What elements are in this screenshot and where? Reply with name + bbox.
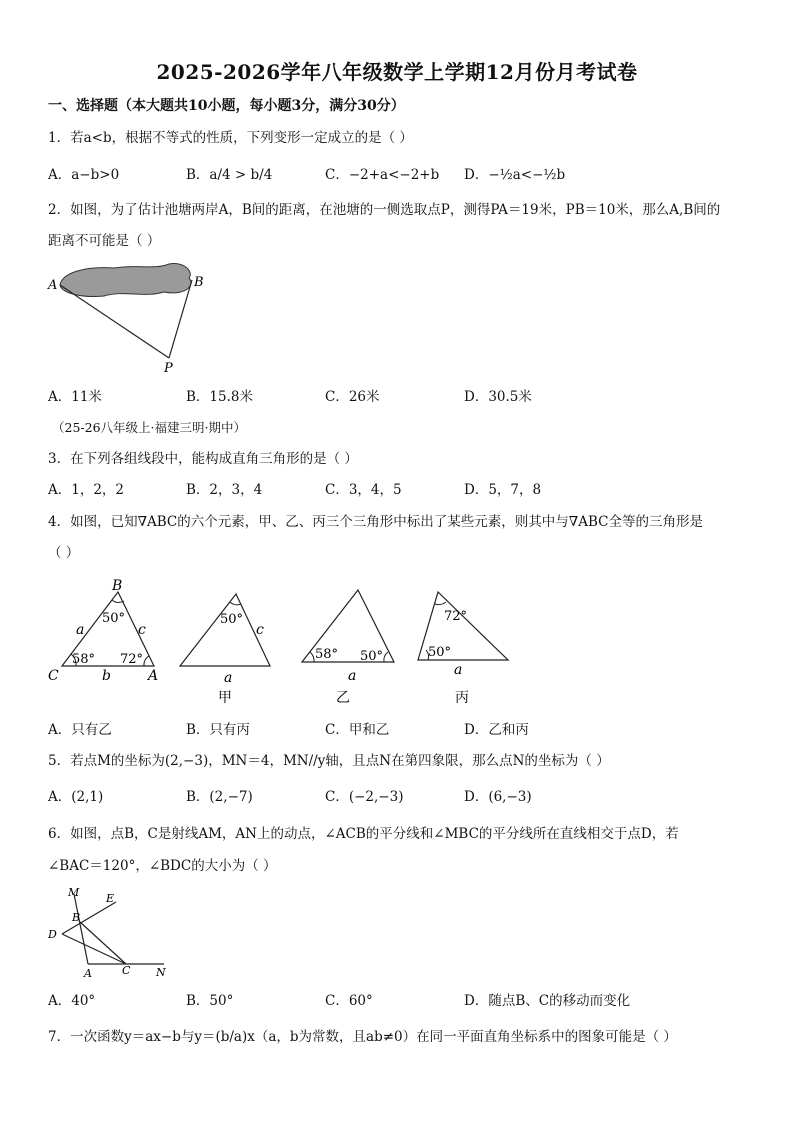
question-4-stem-line2: （ ） xyxy=(48,545,80,561)
point-a-label: A xyxy=(48,278,58,293)
triangle-abc-vertex-b: B xyxy=(112,578,123,594)
question-2-option-a: A．11米 xyxy=(48,389,102,405)
question-4-stem-line1: 4．如图，已知∇ABC的六个元素，甲、乙、丙三个三角形中标出了某些元素，则其中与∇ABC全等的三角形是 xyxy=(48,514,703,530)
triangle-yi-side-a: a xyxy=(348,668,357,684)
point-b-label: B xyxy=(194,275,204,290)
triangle-abc-side-b: b xyxy=(102,668,111,684)
label-d: D xyxy=(48,928,57,941)
question-1-stem: 1．若a<b，根据不等式的性质，下列变形一定成立的是（ ） xyxy=(48,130,413,146)
question-1-option-c: C．−2+a<−2+b xyxy=(325,167,440,183)
question-3-option-a: A．1，2，2 xyxy=(48,482,125,498)
triangle-jia-side-a: a xyxy=(224,670,233,686)
line-dbe xyxy=(62,902,116,934)
question-2-option-c: C．26米 xyxy=(325,389,380,405)
question-2-stem-line2: 距离不可能是（ ） xyxy=(48,233,161,249)
question-3-option-b: B．2，3，4 xyxy=(186,482,263,498)
question-6-option-a: A．40° xyxy=(48,993,96,1009)
triangle-jia-name: 甲 xyxy=(218,690,232,706)
question-6-option-b: B．50° xyxy=(186,993,234,1009)
label-n: N xyxy=(156,966,166,979)
question-3-option-d: D．5，7，8 xyxy=(464,482,542,498)
segment-dc xyxy=(62,934,126,964)
triangle-abc xyxy=(48,578,158,684)
triangle-bing-name: 丙 xyxy=(455,690,469,706)
triangle-abc-angle-b: 50° xyxy=(102,611,126,626)
triangle-abc-side-a: a xyxy=(76,622,85,638)
question-3-stem: 3．在下列各组线段中，能构成直角三角形的是（ ） xyxy=(48,451,358,467)
triangle-yi-angle-right: 50° xyxy=(360,649,384,664)
pond-shape xyxy=(60,263,191,296)
question-5-stem: 5．若点M的坐标为(2,−3)，MN＝4，MN//y轴，且点N在第四象限，那么点N的坐标为（ ） xyxy=(48,753,610,769)
label-c: C xyxy=(122,964,131,977)
question-4-option-c: C．甲和乙 xyxy=(325,722,390,738)
page-title: 2025-2026学年八年级数学上学期12月份月考试卷 xyxy=(156,60,638,84)
question-2-stem-line1: 2．如图，为了估计池塘两岸A，B间的距离，在池塘的一侧选取点P，测得PA＝19米，PB＝10米，那么A,B间的 xyxy=(48,202,721,218)
triangle-abc-side-c: c xyxy=(138,622,146,638)
question-2-option-b: B．15.8米 xyxy=(186,389,253,405)
label-m: M xyxy=(68,886,80,899)
question-4-option-b: B．只有丙 xyxy=(186,722,250,738)
question-4-option-a: A．只有乙 xyxy=(48,722,112,738)
question-2-option-d: D．30.5米 xyxy=(464,389,532,405)
triangle-yi xyxy=(302,590,394,706)
triangle-abc-angle-c: 58° xyxy=(72,652,96,667)
question-7-stem: 7．一次函数y＝ax−b与y＝(b/a)x（a，b为常数，且ab≠0）在同一平面直角坐标系中的图象可能是（ ） xyxy=(48,1029,677,1045)
ray-am xyxy=(74,894,88,964)
label-a: A xyxy=(84,967,92,979)
question-5-option-a: A．(2,1) xyxy=(48,789,104,805)
question-6-option-d: D．随点B、C的移动而变化 xyxy=(464,993,631,1009)
label-e: E xyxy=(106,892,115,905)
section-heading: 一、选择题（本大题共10小题，每小题3分，满分30分） xyxy=(48,98,405,114)
triangle-yi-name: 乙 xyxy=(336,690,350,706)
triangle-bing-side-a: a xyxy=(454,662,463,678)
question-6-option-c: C．60° xyxy=(325,993,373,1009)
triangle-jia xyxy=(180,594,270,706)
question-source: （25-26八年级上·福建三明·期中） xyxy=(52,420,246,435)
question-3-option-c: C．3，4，5 xyxy=(325,482,402,498)
triangle-abc-vertex-c: C xyxy=(48,668,59,684)
question-6-stem-line1: 6．如图，点B，C是射线AM，AN上的动点，∠ACB的平分线和∠MBC的平分线所在直线相交于点D，若 xyxy=(48,826,679,842)
question-5-option-c: C．(−2,−3) xyxy=(325,789,404,805)
question-5-option-b: B．(2,−7) xyxy=(186,789,253,805)
triangle-bing-angle-top: 72° xyxy=(444,609,468,624)
question-1-option-a: A．a−b>0 xyxy=(48,167,120,183)
triangle-jia-side-c: c xyxy=(256,622,264,638)
question-5-option-d: D．(6,−3) xyxy=(464,789,532,805)
triangle-abc-vertex-a: A xyxy=(148,668,159,684)
triangle-jia-angle: 50° xyxy=(220,612,244,627)
triangle-bing-angle-left: 50° xyxy=(428,645,452,660)
point-p-label: P xyxy=(164,361,173,376)
segment-pa xyxy=(60,285,169,358)
triangle-abc-angle-a: 72° xyxy=(120,652,144,667)
question-1-option-d: D．−½a<−½b xyxy=(464,167,566,183)
pond-figure xyxy=(44,258,224,378)
question-6-stem-line2: ∠BAC＝120°，∠BDC的大小为（ ） xyxy=(48,858,277,874)
angle-bisector-figure xyxy=(44,884,174,979)
question-4-option-d: D．乙和丙 xyxy=(464,722,529,738)
triangle-yi-angle-left: 58° xyxy=(315,647,339,662)
question-1-option-b: B．a/4 > b/4 xyxy=(186,167,273,183)
triangle-bing xyxy=(418,592,508,706)
label-b: B xyxy=(72,911,81,924)
triangles-figure xyxy=(40,574,520,710)
